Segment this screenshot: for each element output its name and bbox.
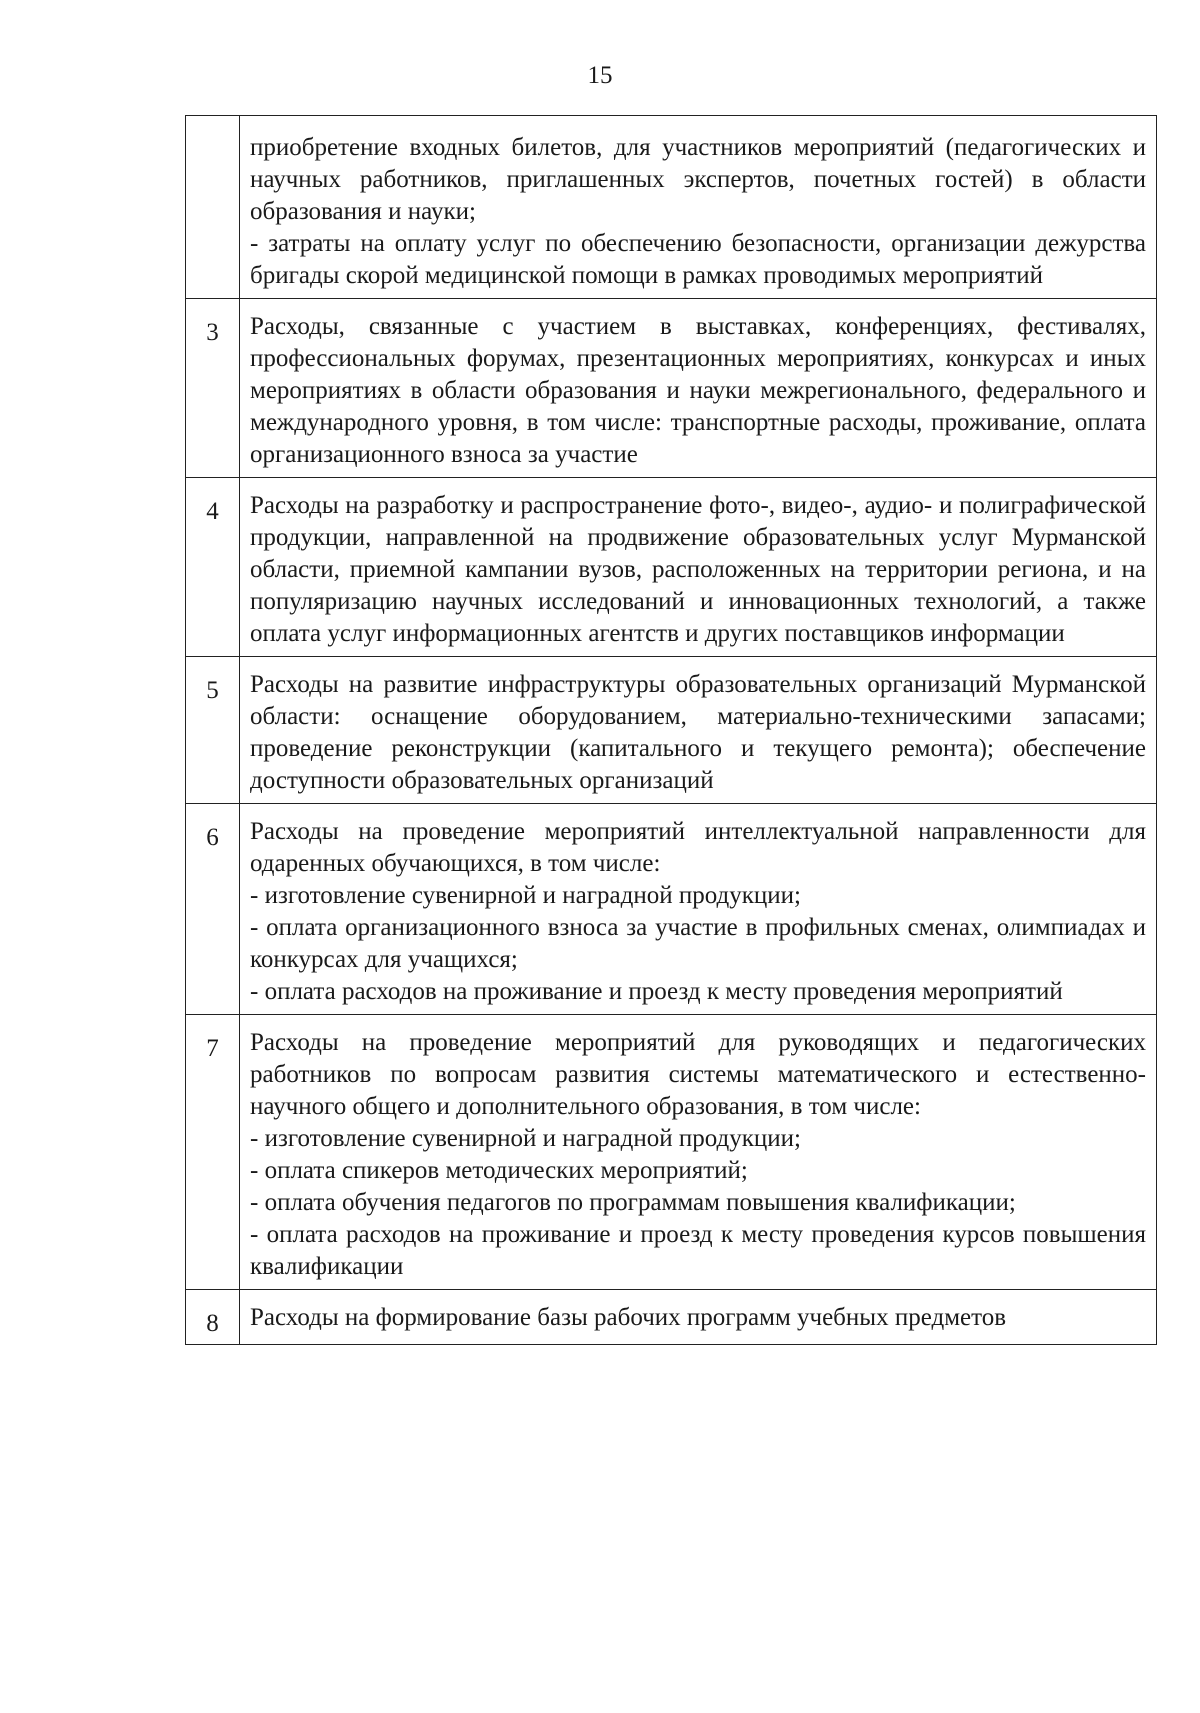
row-number: 5 [186, 657, 240, 804]
row-number: 4 [186, 478, 240, 657]
table-row [186, 804, 1157, 1015]
expenses-table [185, 115, 1157, 1345]
row-number: 8 [186, 1290, 240, 1345]
row-number: 7 [186, 1015, 240, 1290]
row-text-line: - оплата организационного взноса за участие в профильных сменах, олимпиадах и конкурсах для учащихся; [250, 914, 1146, 973]
row-text-line: Расходы на разработку и распространение фото-, видео-, аудио- и полиграфической продукции, направленной на продвижение образовательных услуг Мурманской области, приемной кампании вузов, расположенных на территории региона, и на популяризацию научных исследований и инновационных технологий, а также оплата услуг информационных агентств и других поставщиков информации [250, 492, 1146, 647]
row-number: 6 [186, 804, 240, 1015]
row-text-line: - оплата расходов на проживание и проезд к месту проведения курсов повышения квалификации [250, 1221, 1146, 1280]
row-text-line: Расходы на проведение мероприятий интеллектуальной направленности для одаренных обучающихся, в том числе: [250, 818, 1146, 877]
row-text-line: Расходы на развитие инфраструктуры образовательных организаций Мурманской области: оснащение оборудованием, материально-техническими запасами; проведение реконструкции (капитального и текущего ремонта); обеспечение доступности образовательных организаций [250, 671, 1146, 794]
table-row [186, 299, 1157, 478]
row-description [240, 1290, 1157, 1345]
row-description [240, 299, 1157, 478]
row-text-line: - оплата обучения педагогов по программам повышения квалификации; [250, 1189, 1016, 1216]
table-row [186, 116, 1157, 299]
page-number: 15 [587, 62, 613, 89]
table-row [186, 1015, 1157, 1290]
row-text-line: Расходы, связанные с участием в выставках, конференциях, фестивалях, профессиональных форумах, презентационных мероприятиях, конкурсах и иных мероприятиях в области образования и науки межрегионального, федерального и международного уровня, в том числе: транспортные расходы, проживание, оплата организационного взноса за участие [250, 313, 1146, 468]
row-description [240, 478, 1157, 657]
row-number [186, 116, 240, 299]
row-text-line: - изготовление сувенирной и наградной продукции; [250, 1125, 801, 1152]
row-text-line: Расходы на проведение мероприятий для руководящих и педагогических работников по вопросам развития системы математического и естественно-научного общего и дополнительного образования, в том числе: [250, 1029, 1146, 1120]
row-description [240, 1015, 1157, 1290]
table-row [186, 1290, 1157, 1345]
row-description [240, 116, 1157, 299]
row-text-line: - оплата расходов на проживание и проезд к месту проведения мероприятий [250, 978, 1063, 1005]
row-text-line: - изготовление сувенирной и наградной продукции; [250, 882, 801, 909]
table-row [186, 478, 1157, 657]
row-text-line: - оплата спикеров методических мероприятий; [250, 1157, 748, 1184]
row-description [240, 657, 1157, 804]
row-number: 3 [186, 299, 240, 478]
table-row [186, 657, 1157, 804]
row-text-line: Расходы на формирование базы рабочих программ учебных предметов [250, 1304, 1007, 1331]
row-text-line: - затраты на оплату услуг по обеспечению безопасности, организации дежурства бригады скорой медицинской помощи в рамках проводимых мероприятий [250, 230, 1146, 289]
row-description [240, 804, 1157, 1015]
row-text-line: приобретение входных билетов, для участников мероприятий (педагогических и научных работников, приглашенных экспертов, почетных гостей) в области образования и науки; [250, 134, 1146, 225]
